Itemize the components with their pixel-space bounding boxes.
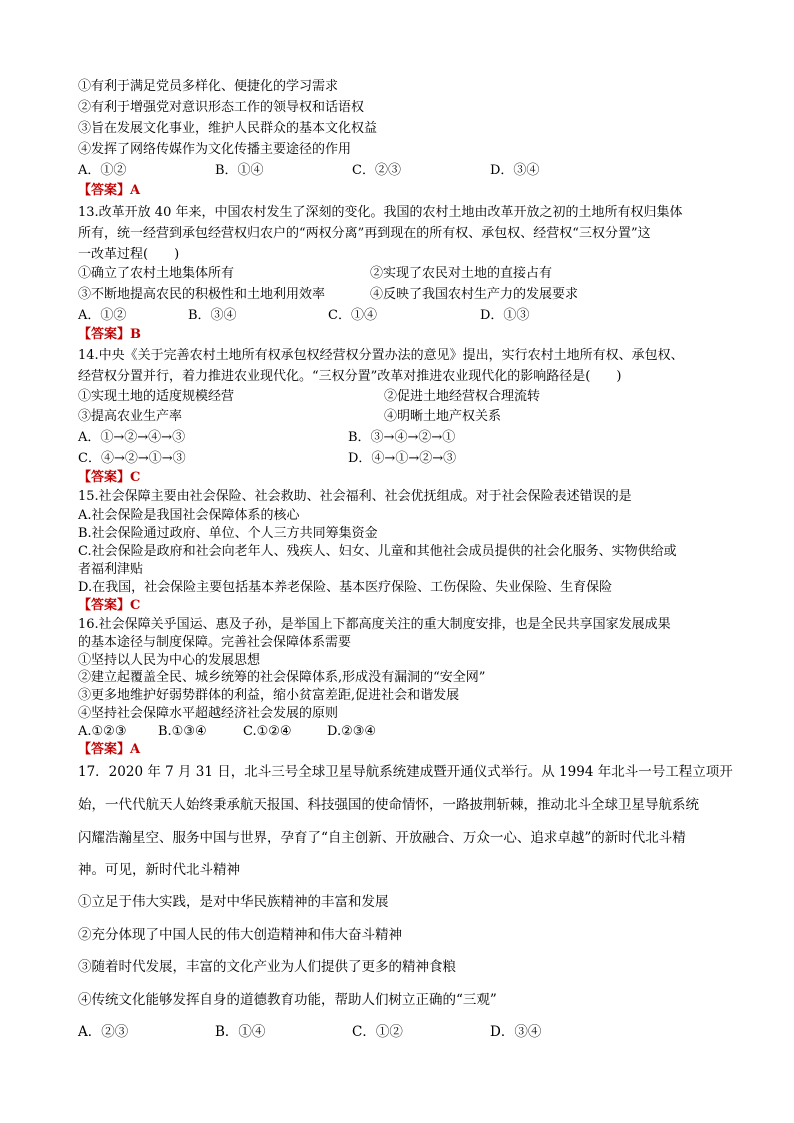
q14-item-4: ④明晰土地产权关系 <box>384 409 502 424</box>
q15-answer: 【答案】C <box>78 598 141 613</box>
q14-option-b: B．③→④→②→① <box>348 430 456 445</box>
q12-option-c: C．②③ <box>352 163 401 178</box>
q13-item-1: ①确立了农村土地集体所有 <box>78 266 235 281</box>
q17-option-b: B．①④ <box>215 1024 266 1040</box>
q15-option-c-cont: 者福利津贴 <box>78 562 144 577</box>
q13-option-c: C．①④ <box>328 308 377 323</box>
q12-item-3: ③旨在发展文化事业，维护人民群众的基本文化权益 <box>78 121 378 136</box>
q14-item-2: ②促进土地经营权合理流转 <box>384 389 541 404</box>
q17-stem-4: 神。可见，新时代北斗精神 <box>78 862 240 878</box>
q13-option-b: B．③④ <box>188 308 237 323</box>
q17-stem-2: 始，一代代航天人始终秉承航天报国、科技强国的使命情怀，一路披荆斩棘，推动北斗全球卫星导航系统 <box>78 797 699 813</box>
q16-option-d: D.②③④ <box>327 724 377 739</box>
q13-item-2: ②实现了农民对土地的直接占有 <box>370 266 553 281</box>
q17-item-3: ③随着时代发展，丰富的文化产业为人们提供了更多的精神食粮 <box>78 959 456 975</box>
q12-answer: 【答案】A <box>78 183 141 198</box>
q13-stem-3: 一改革过程( ) <box>78 247 180 262</box>
q13-answer: 【答案】B <box>78 327 141 342</box>
q16-item-4: ④坚持社会保障水平超越经济社会发展的原则 <box>78 706 339 721</box>
q14-item-1: ①实现土地的适度规模经营 <box>78 389 235 404</box>
q17-option-a: A．②③ <box>78 1024 129 1040</box>
q13-option-a: A．①② <box>78 308 127 323</box>
q14-option-d: D．④→①→②→③ <box>348 451 457 466</box>
q13-stem-2: 所有，统一经营到承包经营权归农户的“两权分离”再到现在的所有权、承包权、经营权“三权分置”这 <box>78 226 651 241</box>
q17-stem-1: 17．2020 年 7 月 31 日，北斗三号全球卫星导航系统建成暨开通仪式举行。从 1994 年北斗一号工程立项开 <box>78 764 733 780</box>
q16-item-3: ③更多地维护好弱势群体的利益，缩小贫富差距,促进社会和谐发展 <box>78 688 460 703</box>
q15-option-c: C.社会保险是政府和社会向老年人、残疾人、妇女、儿童和其他社会成员提供的社会化服务、实物供给或 <box>78 544 677 559</box>
q12-item-1: ①有利于满足党员多样化、便捷化的学习需求 <box>78 79 339 94</box>
q12-option-a: A．①② <box>78 163 127 178</box>
q14-stem-2: 经营权分置并行，着力推进农业现代化。“三权分置”改革对推进农业现代化的影响路径是( ) <box>78 369 622 384</box>
q17-option-d: D．③④ <box>490 1024 542 1040</box>
q16-stem-2: 的基本途径与制度保障。完善社会保障体系需要 <box>78 635 352 650</box>
q16-stem-1: 16.社会保障关乎国运、惠及子孙，是举国上下都高度关注的重大制度安排，也是全民共享国家发展成果 <box>78 617 671 632</box>
q16-option-a: A.①②③ <box>78 724 127 739</box>
q14-option-a: A．①→②→④→③ <box>78 430 186 445</box>
q17-option-c: C．①② <box>352 1024 403 1040</box>
q14-stem-1: 14.中央《关于完善农村土地所有权承包权经营权分置办法的意见》提出，实行农村土地所有权、承包权、 <box>78 348 684 363</box>
q16-item-2: ②建立起覆盖全民、城乡统筹的社会保障体系,形成没有漏洞的“安全网” <box>78 670 486 685</box>
q12-item-2: ②有利于增强党对意识形态工作的领导权和话语权 <box>78 100 365 115</box>
q16-option-b: B.①③④ <box>158 724 207 739</box>
q13-option-d: D．①③ <box>480 308 530 323</box>
q12-option-b: B．①④ <box>215 163 264 178</box>
q16-item-1: ①坚持以人民为中心的发展思想 <box>78 653 261 668</box>
q15-stem: 15.社会保障主要由社会保险、社会救助、社会福利、社会优抚组成。对于社会保险表述错误的是 <box>78 489 632 504</box>
q17-item-4: ④传统文化能够发挥自身的道德教育功能，帮助人们树立正确的“三观” <box>78 992 497 1008</box>
q12-option-d: D．③④ <box>490 163 540 178</box>
q13-stem-1: 13.改革开放 40 年来，中国农村发生了深刻的变化。我国的农村土地由改革开放之初的土地所有权归集体 <box>78 205 683 220</box>
q17-item-1: ①立足于伟大实践，是对中华民族精神的丰富和发展 <box>78 894 389 910</box>
q16-option-c: C.①②④ <box>243 724 292 739</box>
q14-answer: 【答案】C <box>78 470 141 485</box>
q15-option-a: A.社会保险是我国社会保障体系的核心 <box>78 508 300 523</box>
q15-option-d: D.在我国，社会保险主要包括基本养老保险、基本医疗保险、工伤保险、失业保险、生育保险 <box>78 580 613 595</box>
q15-option-b: B.社会保险通过政府、单位、个人三方共同筹集资金 <box>78 526 378 541</box>
q13-item-3: ③不断地提高农民的积极性和土地利用效率 <box>78 287 326 302</box>
q12-item-4: ④发挥了网络传媒作为文化传播主要途径的作用 <box>78 142 352 157</box>
q14-item-3: ③提高农业生产率 <box>78 409 183 424</box>
q17-stem-3: 闪耀浩瀚星空、服务中国与世界，孕育了“自主创新、开放融合、万众一心、追求卓越”的新时代北斗精 <box>78 830 686 846</box>
q16-answer: 【答案】A <box>78 742 141 757</box>
q14-option-c: C．④→②→①→③ <box>78 451 186 466</box>
q13-item-4: ④反映了我国农村生产力的发展要求 <box>370 287 579 302</box>
q17-item-2: ②充分体现了中国人民的伟大创造精神和伟大奋斗精神 <box>78 927 402 943</box>
